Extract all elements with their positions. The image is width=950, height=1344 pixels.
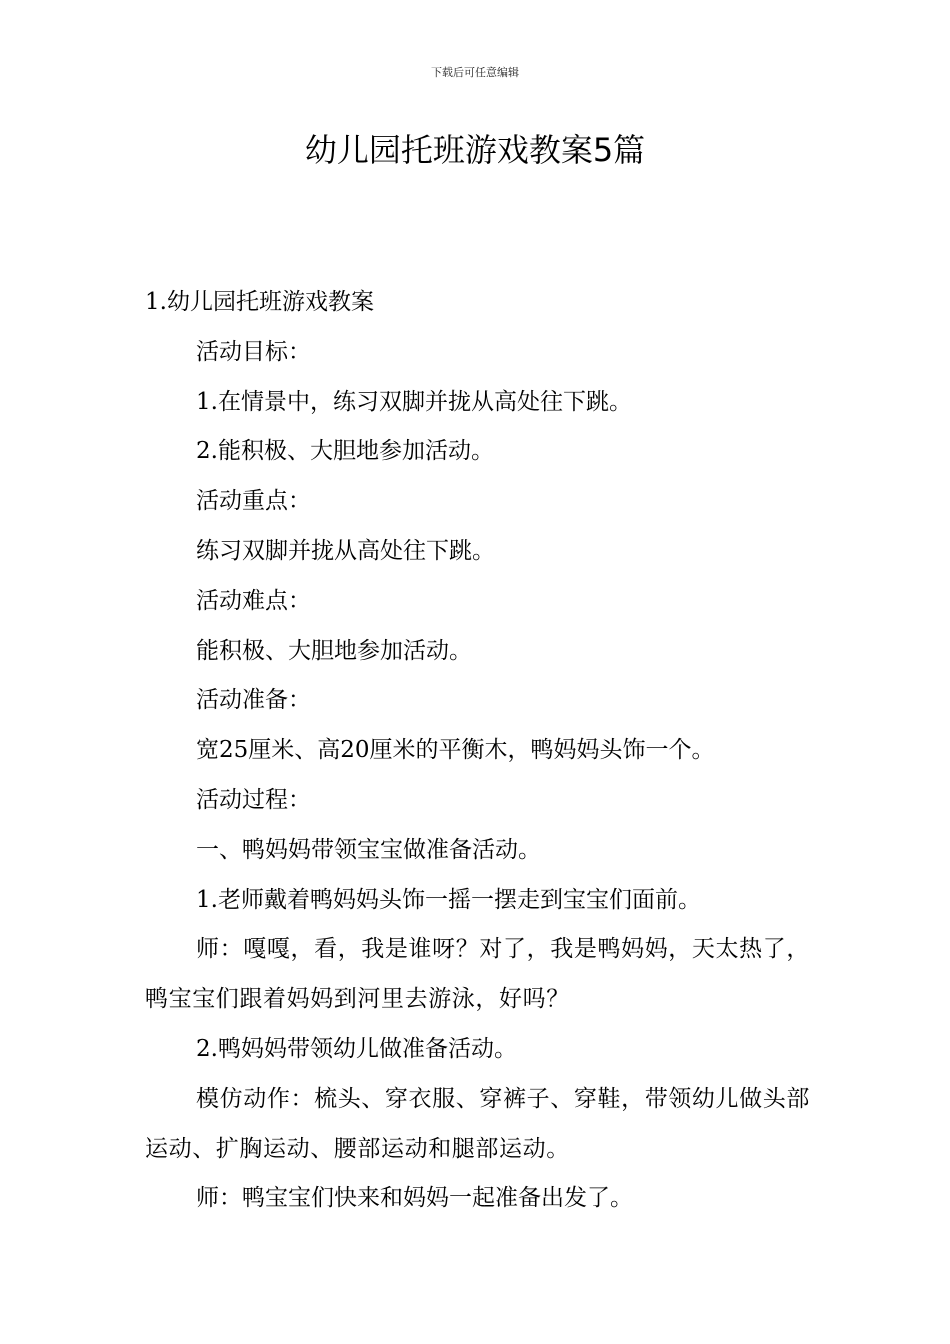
focus-heading: 活动重点： [196,488,311,515]
process-heading: 活动过程： [196,786,311,813]
process-substep-2: 2.鸭妈妈带领幼儿做准备活动。 [196,1035,517,1062]
focus-text: 练习双脚并拢从高处往下跳。 [196,537,495,564]
difficulty-heading: 活动难点： [196,587,311,614]
teacher-dialogue-2: 师：鸭宝宝们快来和妈妈一起准备出发了。 [196,1185,633,1212]
preparation-text: 宽25厘米、高20厘米的平衡木，鸭妈妈头饰一个。 [196,737,715,764]
difficulty-text: 能积极、大胆地参加活动。 [196,637,472,664]
process-substep-1: 1.老师戴着鸭妈妈头饰一摇一摆走到宝宝们面前。 [196,886,701,913]
document-title: 幼儿园托班游戏教案5篇 [304,131,646,169]
goal-item-2: 2.能积极、大胆地参加活动。 [196,438,494,465]
imitation-paragraph: 模仿动作：梳头、穿衣服、穿裤子、穿鞋，带领幼儿做头部运动、扩胸运动、腰部运动和腿部运动。 [145,1085,810,1162]
header-note: 下载后可任意编辑 [431,66,519,79]
goal-item-1: 1.在情景中，练习双脚并拢从高处往下跳。 [196,388,632,415]
goals-heading: 活动目标： [196,338,311,365]
process-step-1: 一、鸭妈妈带领宝宝做准备活动。 [196,836,541,863]
document-body [145,278,810,1224]
teacher-dialogue-1: 师：嘎嘎，看，我是谁呀？对了，我是鸭妈妈，天太热了，鸭宝宝们跟着妈妈到河里去游泳，好吗？ [145,936,810,1013]
preparation-heading: 活动准备： [196,687,311,714]
section-heading: 1.幼儿园托班游戏教案 [145,289,374,315]
